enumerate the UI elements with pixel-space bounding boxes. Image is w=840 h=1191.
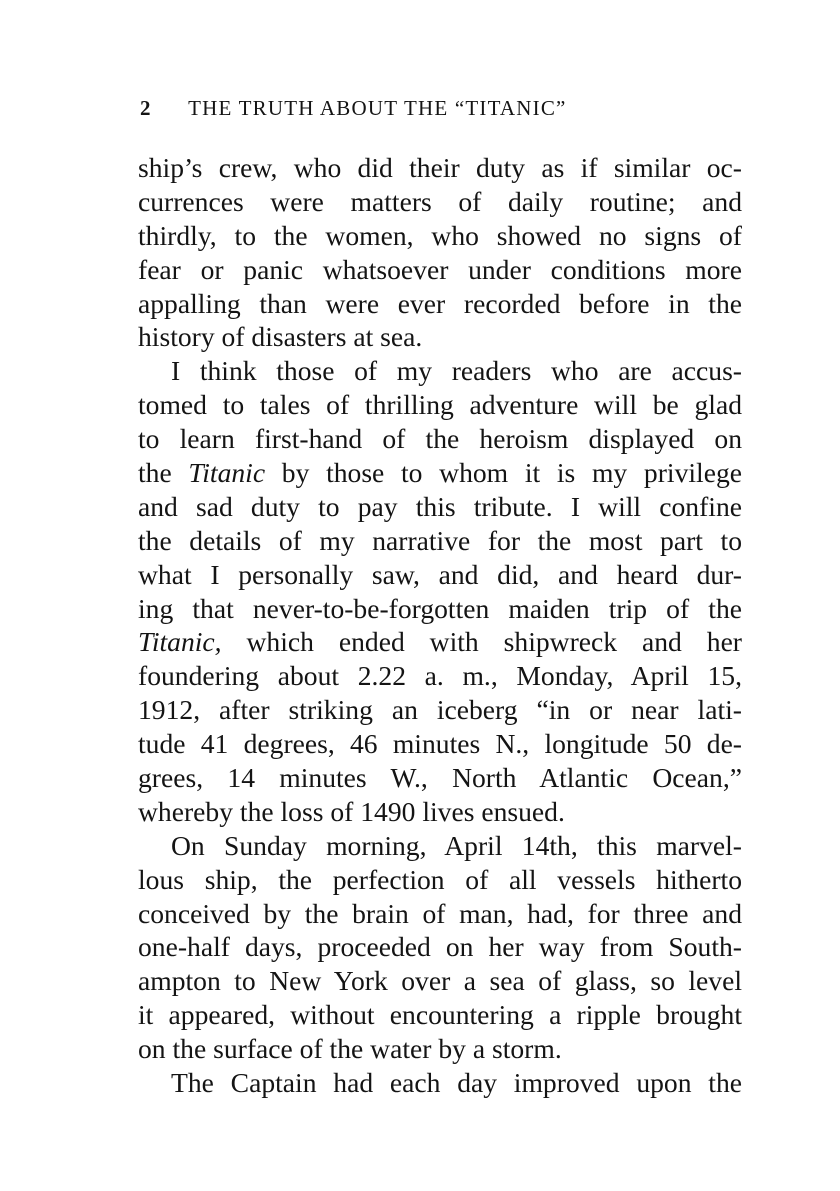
text-line: and sad duty to pay this tribute. I will confine xyxy=(138,490,742,522)
paragraph xyxy=(138,829,742,1066)
text-line: history of disasters at sea. xyxy=(138,321,423,353)
text-line: tude 41 degrees, 46 minutes N., longitude 50 de- xyxy=(138,728,742,760)
text-line: grees, 14 minutes W., North Atlantic Ocean,” xyxy=(138,762,742,794)
text-line: to learn first-hand of the heroism displayed on xyxy=(138,423,742,455)
text-line: ship’s crew, who did their duty as if similar oc- xyxy=(138,152,742,183)
ship-name-italic: Titanic, xyxy=(138,626,222,658)
text-line: The Captain had each day improved upon the xyxy=(171,1067,742,1099)
text-line: whereby the loss of 1490 lives ensued. xyxy=(138,795,565,827)
paragraph xyxy=(138,1066,742,1100)
text-line: conceived by the brain of man, had, for three and xyxy=(138,897,742,929)
text-line: the details of my narrative for the most part to xyxy=(138,524,742,556)
text-line: 1912, after striking an iceberg “in or near lati- xyxy=(138,694,742,726)
text-line: the Titanic by those to whom it is my privilege xyxy=(138,457,742,489)
text-line: ing that never-to-be-forgotten maiden trip of the xyxy=(138,592,742,624)
text-line: I think those of my readers who are accus- xyxy=(171,355,742,387)
running-title: THE TRUTH ABOUT THE “TITANIC” xyxy=(188,96,567,120)
text-line: currences were matters of daily routine; and xyxy=(138,185,742,217)
paragraph xyxy=(138,354,742,828)
text-line: fear or panic whatsoever under conditions more xyxy=(138,253,742,285)
running-head xyxy=(140,96,740,128)
text-line: thirdly, to the women, who showed no signs of xyxy=(138,219,742,251)
text-line: one-half days, proceeded on her way from South- xyxy=(138,931,742,963)
text-line: it appeared, without encountering a ripple brought xyxy=(138,999,742,1031)
text-line: ampton to New York over a sea of glass, so level xyxy=(138,965,742,997)
page-number: 2 xyxy=(140,96,152,120)
text-line: what I personally saw, and did, and heard dur- xyxy=(138,558,742,590)
paragraph xyxy=(138,151,742,354)
ship-name-italic: Titanic xyxy=(188,457,266,489)
text-line: On Sunday morning, April 14th, this marvel- xyxy=(171,829,742,861)
text-line: appalling than were ever recorded before in the xyxy=(138,287,742,319)
text-line: lous ship, the perfection of all vessels hitherto xyxy=(138,863,742,895)
body-text xyxy=(138,151,742,1100)
text-line: tomed to tales of thrilling adventure will be glad xyxy=(138,389,742,421)
text-line: Titanic, which ended with shipwreck and her xyxy=(138,626,742,658)
text-line: on the surface of the water by a storm. xyxy=(138,1033,562,1065)
text-line: foundering about 2.22 a. m., Monday, April 15, xyxy=(138,660,742,692)
